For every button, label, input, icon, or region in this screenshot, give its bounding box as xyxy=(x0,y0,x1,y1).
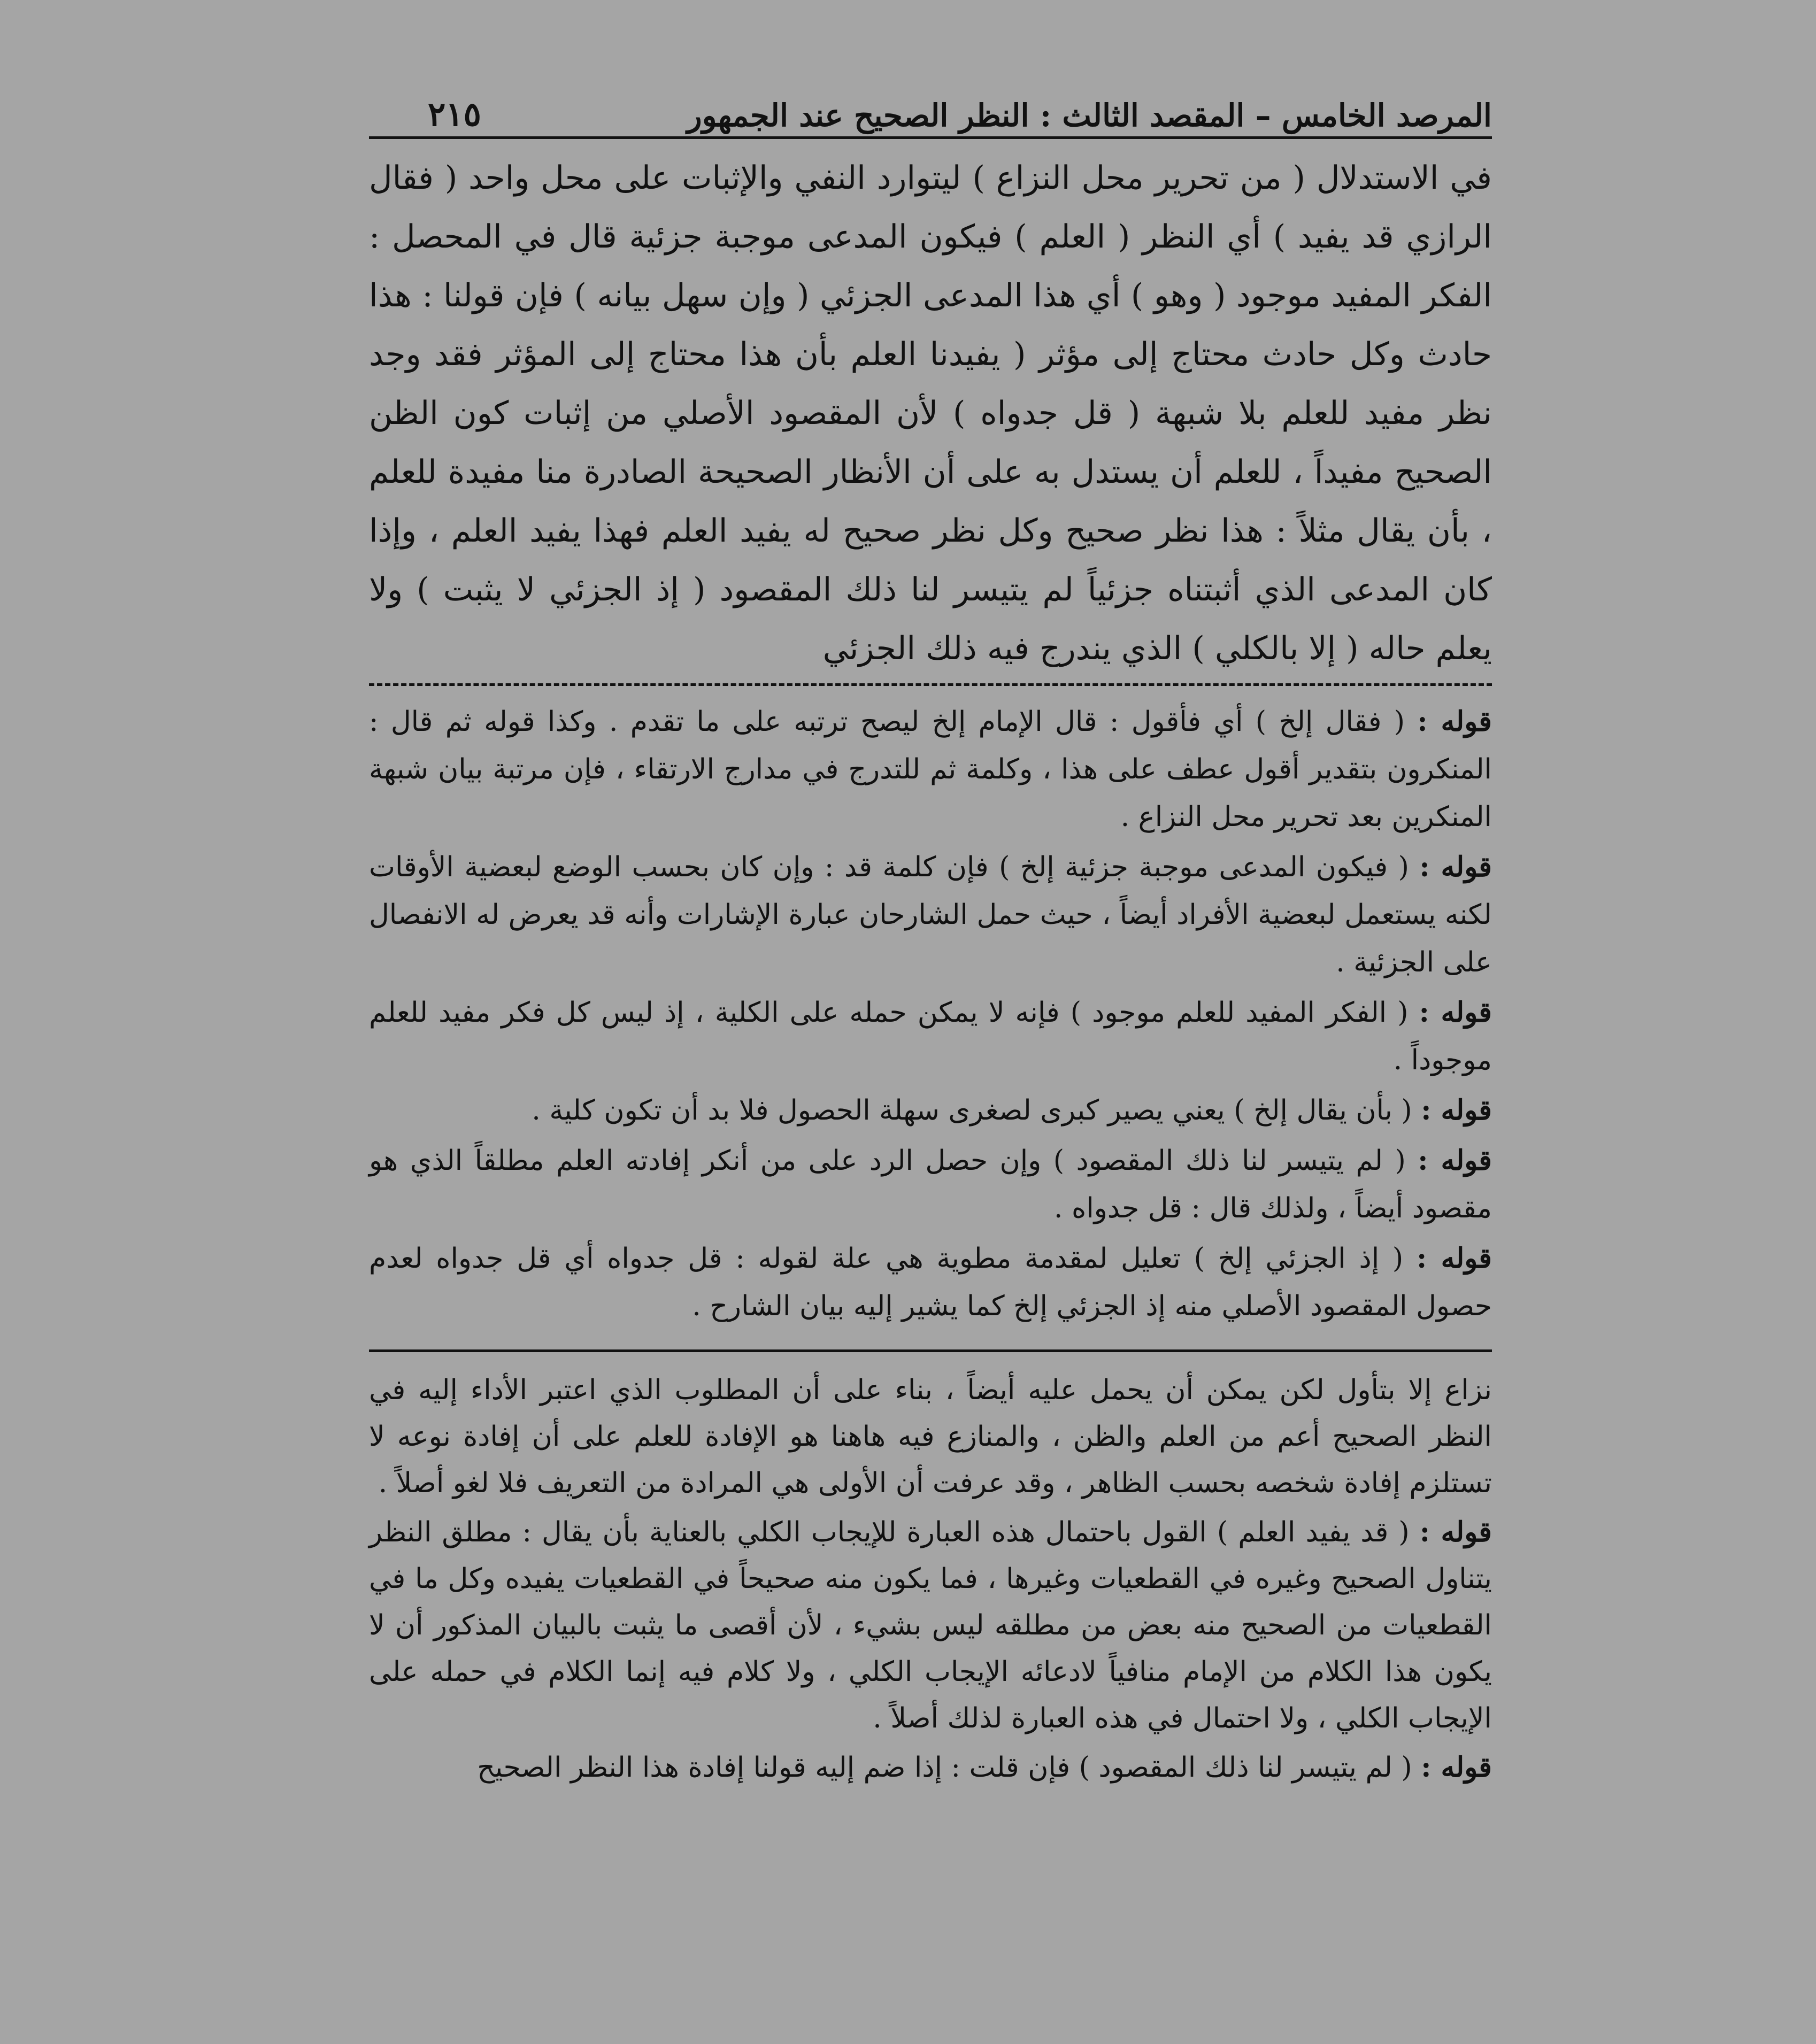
main-text xyxy=(369,149,1492,678)
commentary-text: ( إذ الجزئي إلخ ) تعليل لمقدمة مطوية هي علة لقوله : قل جدواه أي قل جدواه لعدم حصول المقصود الأصلي منه إذ الجزئي إلخ كما يشير إليه بيان الشارح . xyxy=(369,1243,1492,1322)
commentary-text: ( لم يتيسر لنا ذلك المقصود ) وإن حصل الرد على من أنكر إفادته العلم مطلقاً الذي هو مقصود أيضاً ، ولذلك قال : قل جدواه . xyxy=(369,1145,1492,1224)
footnote-intro: نزاع إلا بتأول لكن يمكن أن يحمل عليه أيضاً ، بناء على أن المطلوب الذي اعتبر الأداء إليه في النظر الصحيح أعم من العلم والظن ، والمنازع فيه هاهنا هو الإفادة للعلم على أن إفادة نوعه لا تستلزم إفادة شخصه بحسب الظاهر ، وقد عرفت أن الأولى هي المرادة من التعريف فلا لغو أصلاً . xyxy=(369,1374,1492,1499)
main-paragraph: في الاستدلال ( من تحرير محل النزاع ) ليتوارد النفي والإثبات على محل واحد ( فقال الرازي قد يفيد ) أي النظر ( العلم ) فيكون المدعى موجبة جزئية قال في المحصل : الفكر المفيد موجود ( وهو ) أي هذا المدعى الجزئي ( وإن سهل بيانه ) فإن قولنا : هذا حادث وكل حادث محتاج إلى مؤثر ( يفيدنا العلم بأن هذا محتاج إلى المؤثر فقد وجد نظر مفيد للعلم بلا شبهة ( قل جدواه ) لأن المقصود الأصلي من إثبات كون الظن الصحيح مفيداً ، للعلم أن يستدل به على أن الأنظار الصحيحة الصادرة منا مفيدة للعلم ، بأن يقال مثلاً : هذا نظر صحيح وكل نظر صحيح له يفيد العلم فهذا يفيد العلم ، وإذا كان المدعى الذي أثبتناه جزئياً لم يتيسر لنا ذلك المقصود ( إذ الجزئي لا يثبت ) ولا يعلم حاله ( إلا بالكلي ) الذي يندرج فيه ذلك الجزئي xyxy=(369,159,1492,667)
commentary-label: قوله : xyxy=(1417,1242,1492,1275)
commentary-item xyxy=(369,1086,1492,1135)
commentary-item xyxy=(369,1137,1492,1232)
footnote-item xyxy=(369,1509,1492,1742)
footnote-text: ( قد يفيد العلم ) القول باحتمال هذه العبارة للإيجاب الكلي بالعناية بأن يقال : مطلق النظر يتناول الصحيح وغيره في القطعيات وغيرها ، فما يكون منه صحيحاً في القطعيات يفيده وكل ما في القطعيات من الصحيح منه بعض من مطلقه ليس بشيء ، لأن أقصى ما يثبت بالبيان المذكور أن لا يكون هذا الكلام من الإمام منافياً لادعائه الإيجاب الكلي ، ولا كلام فيه إنما الكلام في حمله على الإيجاب الكلي ، ولا احتمال في هذه العبارة لذلك أصلاً . xyxy=(369,1516,1492,1734)
commentary-section xyxy=(369,698,1492,1330)
commentary-label: قوله : xyxy=(1417,705,1492,738)
commentary-item xyxy=(369,698,1492,841)
page-number: ٢١٥ xyxy=(428,95,481,134)
footnote-label: قوله : xyxy=(1421,1751,1492,1784)
book-page xyxy=(369,86,1492,1793)
commentary-text: ( فقال إلخ ) أي فأقول : قال الإمام إلخ ليصح ترتبه على ما تقدم . وكذا قوله ثم قال : المنكرون بتقدير أقول عطف على هذا ، وكلمة ثم للتدرج في مدارج الارتقاء ، فإن مرتبة بيان شبهة المنكرين بعد تحرير محل النزاع . xyxy=(369,706,1492,833)
commentary-item xyxy=(369,989,1492,1084)
commentary-label: قوله : xyxy=(1419,851,1492,883)
footnote-text: ( لم يتيسر لنا ذلك المقصود ) فإن قلت : إذا ضم إليه قولنا إفادة هذا النظر الصحيح xyxy=(477,1752,1412,1784)
commentary-text: ( الفكر المفيد للعلم موجود ) فإنه لا يمكن حمله على الكلية ، إذ ليس كل فكر مفيد للعلم موجوداً . xyxy=(369,997,1492,1076)
commentary-label: قوله : xyxy=(1419,996,1492,1029)
footnote-separator xyxy=(369,1349,1492,1352)
running-title: المرصد الخامس – المقصد الثالث : النظر الصحيح عند الجمهور xyxy=(687,97,1492,134)
footnote-item xyxy=(369,1744,1492,1791)
footnotes-section xyxy=(369,1367,1492,1791)
commentary-item xyxy=(369,1235,1492,1330)
commentary-text: ( فيكون المدعى موجبة جزئية إلخ ) فإن كلمة قد : وإن كان بحسب الوضع لبعضية الأوقات لكنه يستعمل لبعضية الأفراد أيضاً ، حيث حمل الشارحان عبارة الإشارات وأنه قد يعرض له الانفصال على الجزئية . xyxy=(369,851,1492,978)
commentary-text: ( بأن يقال إلخ ) يعني يصير كبرى لصغرى سهلة الحصول فلا بد أن تكون كلية . xyxy=(532,1094,1412,1127)
commentary-label: قوله : xyxy=(1418,1144,1492,1177)
commentary-label: قوله : xyxy=(1421,1094,1492,1127)
commentary-item xyxy=(369,843,1492,986)
dashed-separator xyxy=(369,683,1492,686)
page-header xyxy=(369,86,1492,139)
footnote-label: قوله : xyxy=(1419,1516,1492,1548)
